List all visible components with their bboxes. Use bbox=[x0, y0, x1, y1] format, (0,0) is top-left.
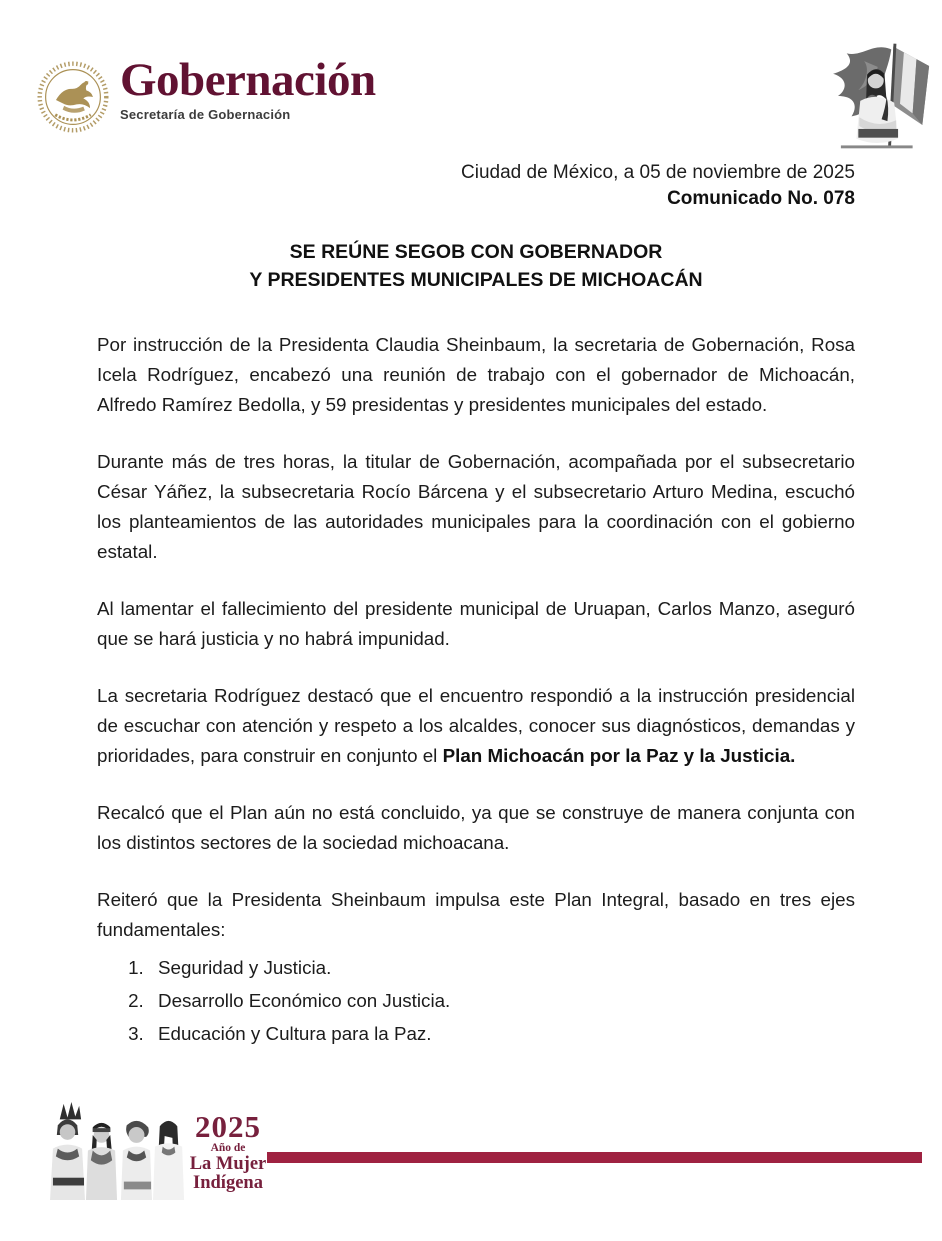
paragraph-4-bold: Plan Michoacán por la Paz y la Justicia. bbox=[442, 745, 796, 766]
brand-text bbox=[120, 56, 376, 122]
list-item-3: 3. Educación y Cultura para la Paz. bbox=[149, 1017, 855, 1050]
footer-ano-de: Año de bbox=[210, 1142, 246, 1154]
paragraph-1: Por instrucción de la Presidenta Claudia Sheinbaum, la secretaria de Gobernación, Rosa Icela Rodríguez, encabezó una reunión de trabajo con el gobernador de Michoacán, Alfredo Ramírez Bedolla, y 59 presidentas y presidentes municipales del estado. bbox=[97, 334, 855, 415]
mexico-national-seal-icon bbox=[36, 60, 110, 134]
paragraph-2: Durante más de tres horas, la titular de Gobernación, acompañada por el subsecretario César Yáñez, la subsecretaria Rocío Bárcena y el subsecretario Arturo Medina, escuchó los planteamientos de las autoridades municipales para la coordinación con el gobierno estatal. bbox=[97, 451, 855, 562]
woman-with-flag-image bbox=[806, 38, 932, 153]
paragraph-3: Al lamentar el fallecimiento del presidente municipal de Uruapan, Carlos Manzo, aseguró que se hará justicia y no habrá impunidad. bbox=[97, 598, 855, 649]
footer-year-logo bbox=[188, 1109, 268, 1193]
body-paragraphs bbox=[97, 330, 855, 945]
ejes-list bbox=[97, 951, 855, 1050]
list-item-2: 2. Desarrollo Económico con Justicia. bbox=[149, 984, 855, 1017]
brand-wordmark: Gobernación bbox=[120, 54, 376, 106]
footer-accent-bar bbox=[267, 1152, 922, 1163]
document-title bbox=[97, 238, 855, 294]
footer-la-mujer: La Mujer bbox=[189, 1154, 267, 1174]
list-item-1: 1. Seguridad y Justicia. bbox=[149, 951, 855, 984]
dateline: Ciudad de México, a 05 de noviembre de 2025 bbox=[461, 162, 855, 183]
comunicado-number: Comunicado No. 078 bbox=[667, 188, 855, 209]
brand-subtitle: Secretaría de Gobernación bbox=[120, 107, 291, 123]
document-body bbox=[97, 160, 855, 1050]
header-brand bbox=[36, 56, 376, 134]
paragraph-4-text: La secretaria Rodríguez destacó que el encuentro respondió a la instrucción presidencial de escuchar con atención y respeto a los alcaldes, conocer sus diagnósticos, demandas y prioridades, para construir en conjunto el bbox=[97, 685, 855, 766]
footer-year: 2025 bbox=[195, 1109, 261, 1144]
paragraph-6: Reiteró que la Presidenta Sheinbaum impulsa este Plan Integral, basado en tres ejes fundamentales: bbox=[97, 889, 855, 940]
document-title-line1: SE REÚNE SEGOB CON GOBERNADOR bbox=[289, 241, 663, 263]
document-title-line2: Y PRESIDENTES MUNICIPALES DE MICHOACÁN bbox=[249, 269, 703, 291]
footer-indigena: Indígena bbox=[193, 1173, 263, 1193]
paragraph-4 bbox=[97, 681, 855, 771]
indigenous-women-image bbox=[45, 1100, 193, 1202]
paragraph-5: Recalcó que el Plan aún no está concluido, ya que se construye de manera conjunta con los distintos sectores de la sociedad michoacana. bbox=[97, 802, 855, 853]
